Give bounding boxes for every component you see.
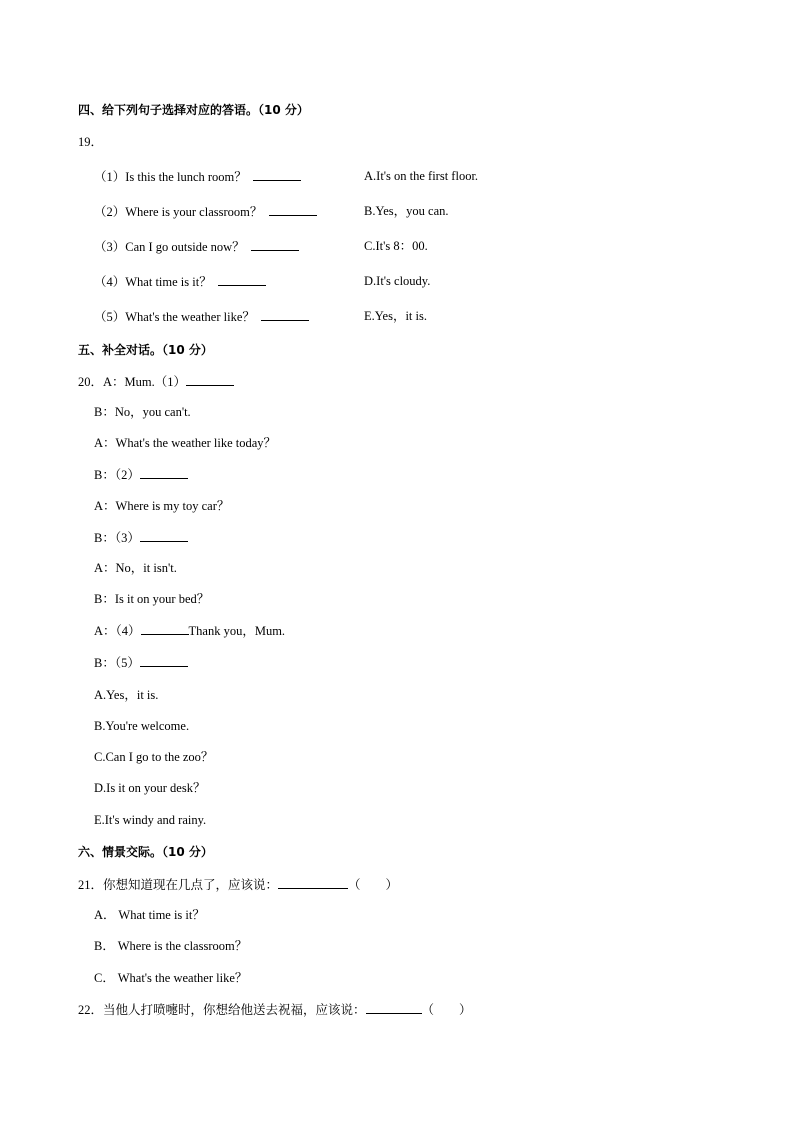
question-text: （3）Can I go outside now？ — [94, 240, 245, 254]
dialogue-option-c: C.Can I go to the zoo？ — [94, 750, 214, 764]
answer-blank[interactable] — [253, 168, 301, 181]
dialogue-line-5: A：Where is my toy car？ — [94, 499, 230, 513]
section-5-heading: 五、补全对话。（10 分） — [78, 343, 213, 357]
answer-blank[interactable] — [278, 876, 348, 889]
matching-answer-d: D.It's cloudy. — [364, 274, 431, 288]
dialogue-line-7: A：No，it isn't. — [94, 561, 177, 575]
matching-answer-a: A.It's on the first floor. — [364, 169, 479, 183]
dialogue-option-b: B.You're welcome. — [94, 719, 190, 733]
dialogue-line-8: B：Is it on your bed？ — [94, 592, 210, 606]
answer-parentheses[interactable]: （ ） — [348, 878, 399, 892]
answer-blank[interactable] — [261, 308, 309, 321]
dialogue-text: B：（5） — [94, 656, 140, 670]
question-19-number: 19． — [78, 135, 104, 149]
answer-blank[interactable] — [140, 466, 188, 479]
dialogue-line-1 — [78, 373, 234, 390]
question-21-option-b: B． Where is the classroom？ — [94, 939, 248, 953]
dialogue-option-e: E.It's windy and rainy. — [94, 813, 207, 827]
dialogue-line-4 — [94, 466, 188, 483]
question-text: （1）Is this the lunch room？ — [94, 170, 247, 184]
section-4-heading: 四、给下列句子选择对应的答语。（10 分） — [78, 103, 309, 117]
matching-question-1 — [94, 168, 301, 185]
dialogue-text: 20．A：Mum.（1） — [78, 375, 186, 389]
question-text: （2）Where is your classroom？ — [94, 205, 263, 219]
dialogue-line-2: B：No，you can't. — [94, 405, 191, 419]
dialogue-text: A：（4） — [94, 624, 141, 638]
question-text: （4）What time is it？ — [94, 275, 212, 289]
matching-question-5 — [94, 308, 309, 325]
dialogue-line-3: A：What's the weather like today？ — [94, 436, 277, 450]
answer-blank[interactable] — [141, 622, 189, 635]
question-text: 21．你想知道现在几点了，应该说： — [78, 878, 279, 892]
matching-question-2 — [94, 203, 317, 220]
answer-blank[interactable] — [269, 203, 317, 216]
matching-answer-c: C.It's 8：00. — [364, 239, 428, 253]
dialogue-text: B：（2） — [94, 468, 140, 482]
question-text: （5）What's the weather like？ — [94, 310, 255, 324]
dialogue-line-9 — [94, 622, 285, 639]
answer-blank[interactable] — [140, 529, 188, 542]
answer-parentheses[interactable]: （ ） — [421, 1003, 472, 1017]
matching-question-4 — [94, 273, 266, 290]
matching-answer-b: B.Yes，you can. — [364, 204, 449, 218]
question-22 — [78, 1001, 472, 1018]
question-21-option-a: A． What time is it？ — [94, 908, 205, 922]
answer-blank[interactable] — [251, 238, 299, 251]
matching-question-3 — [94, 238, 299, 255]
dialogue-line-6 — [94, 529, 188, 546]
dialogue-text: B：（3） — [94, 531, 140, 545]
question-21 — [78, 876, 398, 893]
section-6-heading: 六、情景交际。（10 分） — [78, 845, 213, 859]
question-21-option-c: C． What's the weather like？ — [94, 971, 248, 985]
matching-answer-e: E.Yes，it is. — [364, 309, 427, 323]
answer-blank[interactable] — [366, 1001, 422, 1014]
answer-blank[interactable] — [140, 654, 188, 667]
dialogue-option-a: A.Yes，it is. — [94, 688, 159, 702]
dialogue-option-d: D.Is it on your desk？ — [94, 781, 206, 795]
answer-blank[interactable] — [218, 273, 266, 286]
answer-blank[interactable] — [186, 373, 234, 386]
dialogue-line-10 — [94, 654, 188, 671]
dialogue-text: Thank you，Mum. — [188, 624, 286, 638]
question-text: 22．当他人打喷嚏时，你想给他送去祝福，应该说： — [78, 1003, 366, 1017]
